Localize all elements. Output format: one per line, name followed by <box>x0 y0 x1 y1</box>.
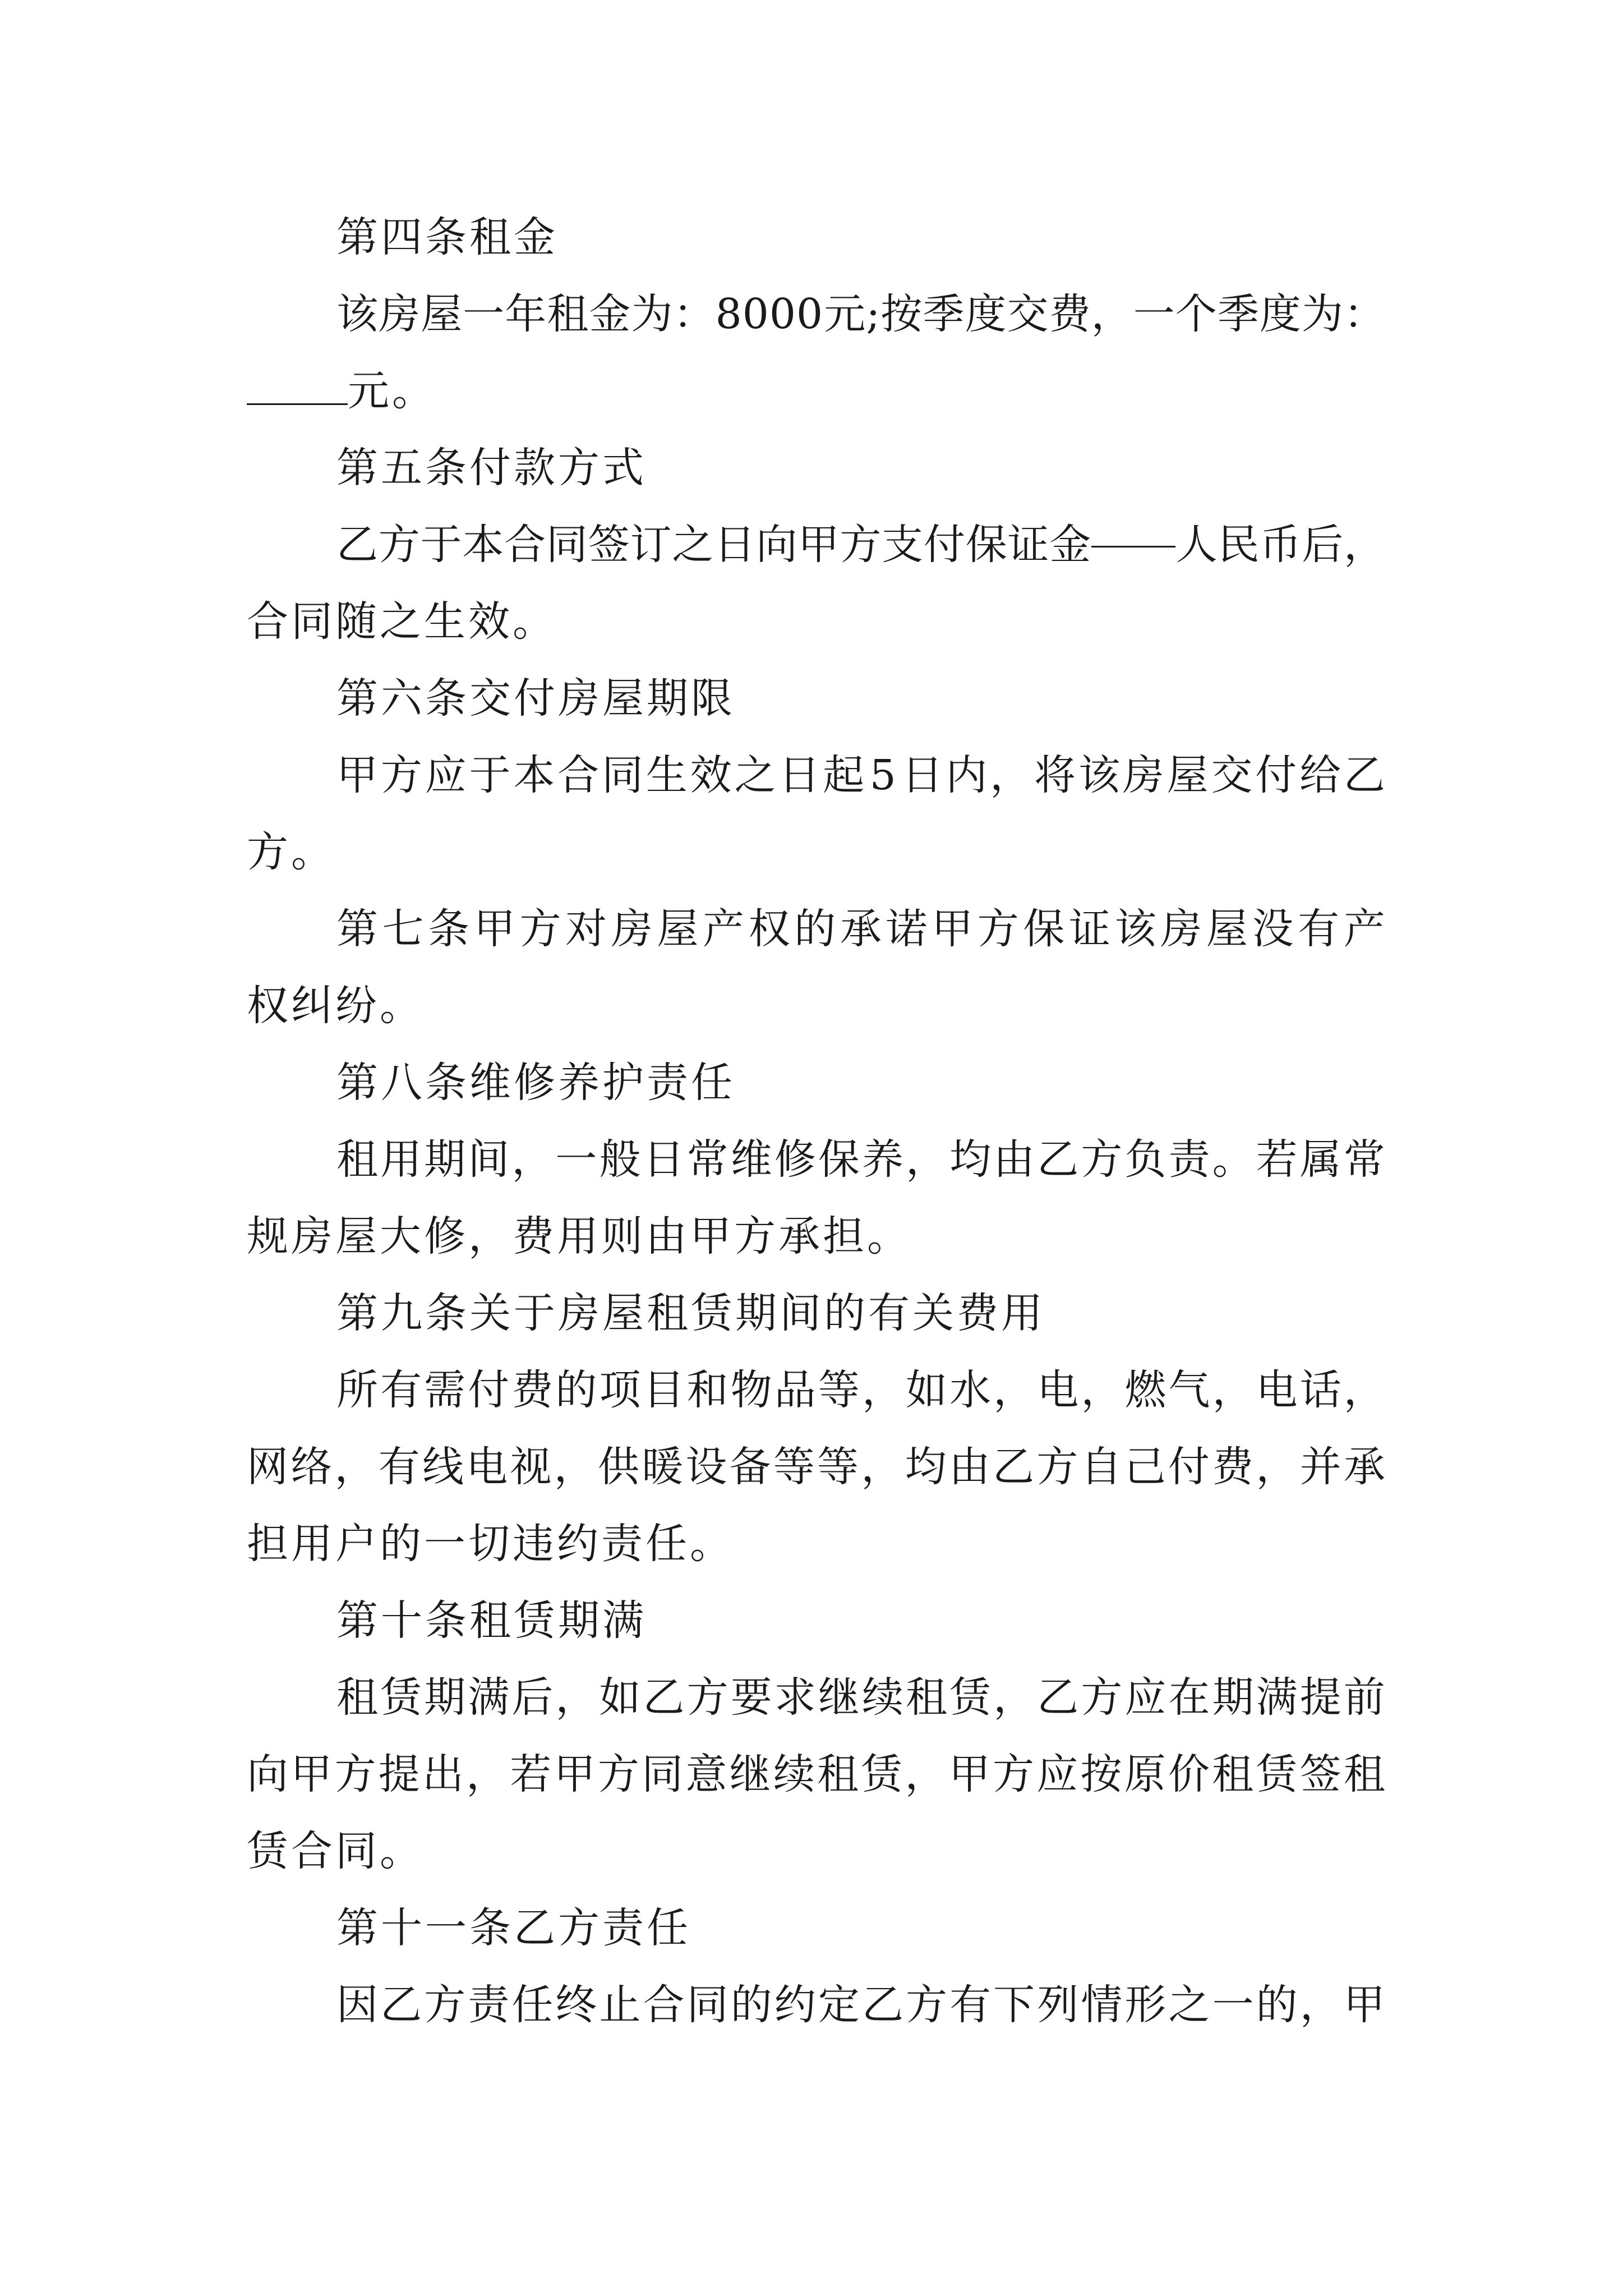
paragraph-line: 租 赁 期 满 后 ， 如 乙 方 要 求 继 续 租 赁 ， 乙 方 应 在 期 满 提 前 <box>336 1673 1385 1722</box>
paragraph-line: 元。 <box>247 353 1385 430</box>
article-heading: 第十一条乙方责任 <box>336 1904 691 1952</box>
paragraph-line: 向 甲 方 提 出 ， 若 甲 方 同 意 继 续 租 赁 ， 甲 方 应 按 原 价 租 赁 签 租 <box>247 1750 1385 1798</box>
paragraph-line: 担用户的一切违约责任。 <box>247 1520 734 1568</box>
paragraph-line: 甲 方 应 于 本 合 同 生 效 之 日 起 5 日 内 ， 将 该 房 屋 交 付 给 乙 <box>336 751 1385 799</box>
paragraph-line: 因 乙 方 责 任 终 止 合 同 的 约 定 乙 方 有 下 列 情 形 之 一 的 ， 甲 <box>336 1981 1385 2029</box>
fill-in-blank <box>247 364 348 405</box>
article-heading: 第五条付款方式 <box>336 444 647 492</box>
article-heading: 第十条租赁期满 <box>336 1596 647 1645</box>
article-heading: 第四条租金 <box>336 213 558 261</box>
paragraph-line: 赁合同。 <box>247 1827 424 1875</box>
paragraph-line: 合同随之生效。 <box>247 597 557 646</box>
document-body <box>247 199 1385 2044</box>
article-heading: 第六条交付房屋期限 <box>336 674 735 723</box>
fill-in-blank <box>1091 507 1175 547</box>
paragraph-line: 权纠纷。 <box>247 982 424 1030</box>
paragraph-line: 规房屋大修，费用则由甲方承担。 <box>247 1212 911 1260</box>
paragraph-line: 该 房 屋 一 年 租 金 为 ： 8 0 0 0 元 ; 按 季 度 交 费 ， 一 个 季 度 为 ： <box>336 290 1385 338</box>
paragraph-line: 所 有 需 付 费 的 项 目 和 物 品 等 ， 如 水 ， 电 ， 燃 气 ， 电 话 ， <box>336 1366 1385 1414</box>
article-heading: 第八条维修养护责任 <box>336 1059 735 1107</box>
paragraph-line: 方。 <box>247 828 335 876</box>
paragraph-line: 乙 方 于 本 合 同 签 订 之 日 向 甲 方 支 付 保 证 金 人 民 币 后 ， <box>247 507 1385 583</box>
paragraph-line: 网 络 ， 有 线 电 视 ， 供 暖 设 备 等 等 ， 均 由 乙 方 自 己 付 费 ， 并 承 <box>247 1443 1385 1491</box>
article-heading: 第九条关于房屋租赁期间的有关费用 <box>336 1289 1045 1337</box>
paragraph-line: 租 用 期 间 ， 一 般 日 常 维 修 保 养 ， 均 由 乙 方 负 责 。 若 属 常 <box>336 1135 1385 1184</box>
paragraph-line: 第 七 条 甲 方 对 房 屋 产 权 的 承 诺 甲 方 保 证 该 房 屋 没 有 产 <box>336 905 1385 953</box>
